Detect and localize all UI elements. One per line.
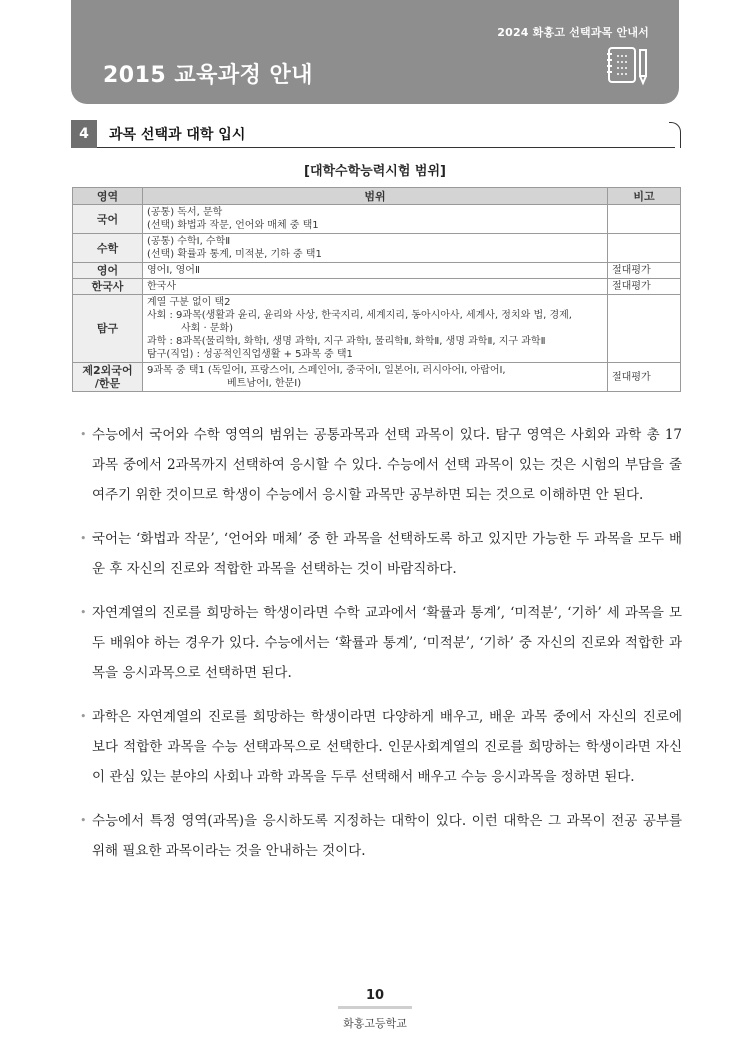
header-note: 비고 — [608, 188, 681, 205]
row-note: 절대평가 — [608, 363, 681, 392]
page-header — [71, 0, 679, 104]
row-area: 한국사 — [73, 279, 143, 295]
row-range — [143, 279, 608, 295]
row-area: 탐구 — [73, 295, 143, 363]
csat-range-table — [72, 187, 681, 392]
bullet-item: • 과학은 자연계열의 진로를 희망하는 학생이라면 다양하게 배우고, 배운 과목 중에서 자신의 진로에 보다 적합한 과목을 수능 선택과목으로 선택한다. 인문사회계열의 진로를 희망하는 학생이라면 자신이 관심 있는 분야의 사회나 과학 과목을 두루 선택해서 배우고 수능 응시과목을 정하면 된다. — [80, 702, 682, 792]
row-range — [143, 363, 608, 392]
page-number: 10 — [365, 988, 385, 1003]
row-note — [608, 205, 681, 234]
row-note — [608, 295, 681, 363]
section-heading — [71, 120, 681, 150]
section-divider — [97, 147, 675, 148]
range-line: (공통) 수학Ⅰ, 수학Ⅱ — [147, 236, 231, 247]
bullet-item: • 수능에서 특정 영역(과목)을 응시하도록 지정하는 대학이 있다. 이런 대학은 그 과목이 전공 공부를 위해 필요한 과목이라는 것을 안내하는 것이다. — [80, 806, 682, 866]
header-area: 영역 — [73, 188, 143, 205]
area-line: /한문 — [94, 377, 121, 390]
header-title: 2015 교육과정 안내 — [103, 63, 314, 88]
header-range: 범위 — [143, 188, 608, 205]
section-number: 4 — [71, 120, 97, 148]
footer-divider — [338, 1006, 412, 1009]
section-title: 과목 선택과 대학 입시 — [109, 127, 246, 143]
range-line: 사회 · 문화) — [181, 323, 234, 334]
table-row — [73, 205, 681, 234]
table-row — [73, 234, 681, 263]
bullet-item: • 자연계열의 진로를 희망하는 학생이라면 수학 교과에서 ‘확률과 통계’, ‘미적분’, ‘기하’ 세 과목을 모두 배워야 하는 경우가 있다. 수능에서는 ‘확률과 통계’, ‘미적분’, ‘기하’ 중 자신의 진로와 적합한 과목을 응시과목으로 선택하면 된다. — [80, 598, 682, 688]
row-area — [73, 363, 143, 392]
row-note — [608, 234, 681, 263]
school-name: 화홍고등학교 — [343, 1017, 407, 1030]
row-note: 절대평가 — [608, 279, 681, 295]
range-line: 사회 : 9과목(생활과 윤리, 윤리와 사상, 한국지리, 세계지리, 동아시아사, 세계사, 정치와 법, 경제, — [147, 310, 572, 321]
table-title: [대학수학능력시험 범위] — [304, 164, 446, 179]
row-area: 영어 — [73, 263, 143, 279]
notebook-pen-icon — [605, 44, 653, 88]
range-line: (선택) 화법과 작문, 언어와 매체 중 택1 — [147, 220, 319, 231]
row-note: 절대평가 — [608, 263, 681, 279]
section-corner — [669, 122, 681, 148]
range-line: (선택) 확률과 통계, 미적분, 기하 중 택1 — [147, 249, 322, 260]
bullet-item: • 국어는 ‘화법과 작문’, ‘언어와 매체’ 중 한 과목을 선택하도록 하고 있지만 가능한 두 과목을 모두 배운 후 자신의 진로와 적합한 과목을 선택하는 것이 바람직하다. — [80, 524, 682, 584]
row-area: 수학 — [73, 234, 143, 263]
area-line: 제2외국어 — [82, 364, 133, 377]
row-range — [143, 205, 608, 234]
range-line: 베트남어Ⅰ, 한문Ⅰ) — [227, 378, 302, 389]
range-line: 과학 : 8과목(물리학Ⅰ, 화학Ⅰ, 생명 과학Ⅰ, 지구 과학Ⅰ, 물리학Ⅱ, 화학Ⅱ, 생명 과학Ⅱ, 지구 과학Ⅱ — [147, 336, 546, 347]
table-header-row — [73, 188, 681, 205]
table-row — [73, 363, 681, 392]
range-line: 9과목 중 택1 (독일어Ⅰ, 프랑스어Ⅰ, 스페인어Ⅰ, 중국어Ⅰ, 일본어Ⅰ, 러시아어Ⅰ, 아랍어Ⅰ, — [147, 365, 506, 376]
row-range — [143, 234, 608, 263]
bullet-item: • 수능에서 국어와 수학 영역의 범위는 공통과목과 선택 과목이 있다. 탐구 영역은 사회와 과학 총 17과목 중에서 2과목까지 선택하여 응시할 수 있다. 수능에서 선택 과목이 있는 것은 시험의 부담을 줄여주기 위한 것이므로 학생이 수능에서 응시할 과목만 공부하면 되는 것으로 이해하면 안 된다. — [80, 420, 682, 510]
row-range — [143, 263, 608, 279]
table-row — [73, 279, 681, 295]
row-range — [143, 295, 608, 363]
range-line: 한국사 — [147, 281, 176, 292]
range-line: 계열 구분 없이 택2 — [147, 297, 231, 308]
row-area: 국어 — [73, 205, 143, 234]
table-row — [73, 263, 681, 279]
header-subtitle: 2024 화홍고 선택과목 안내서 — [497, 26, 649, 39]
table-row — [73, 295, 681, 363]
range-line: (공통) 독서, 문학 — [147, 207, 223, 218]
bullet-list — [80, 420, 682, 880]
range-line: 영어Ⅰ, 영어Ⅱ — [147, 265, 200, 276]
range-line: 탐구(직업) : 성공적인직업생활 + 5과목 중 택1 — [147, 349, 353, 360]
